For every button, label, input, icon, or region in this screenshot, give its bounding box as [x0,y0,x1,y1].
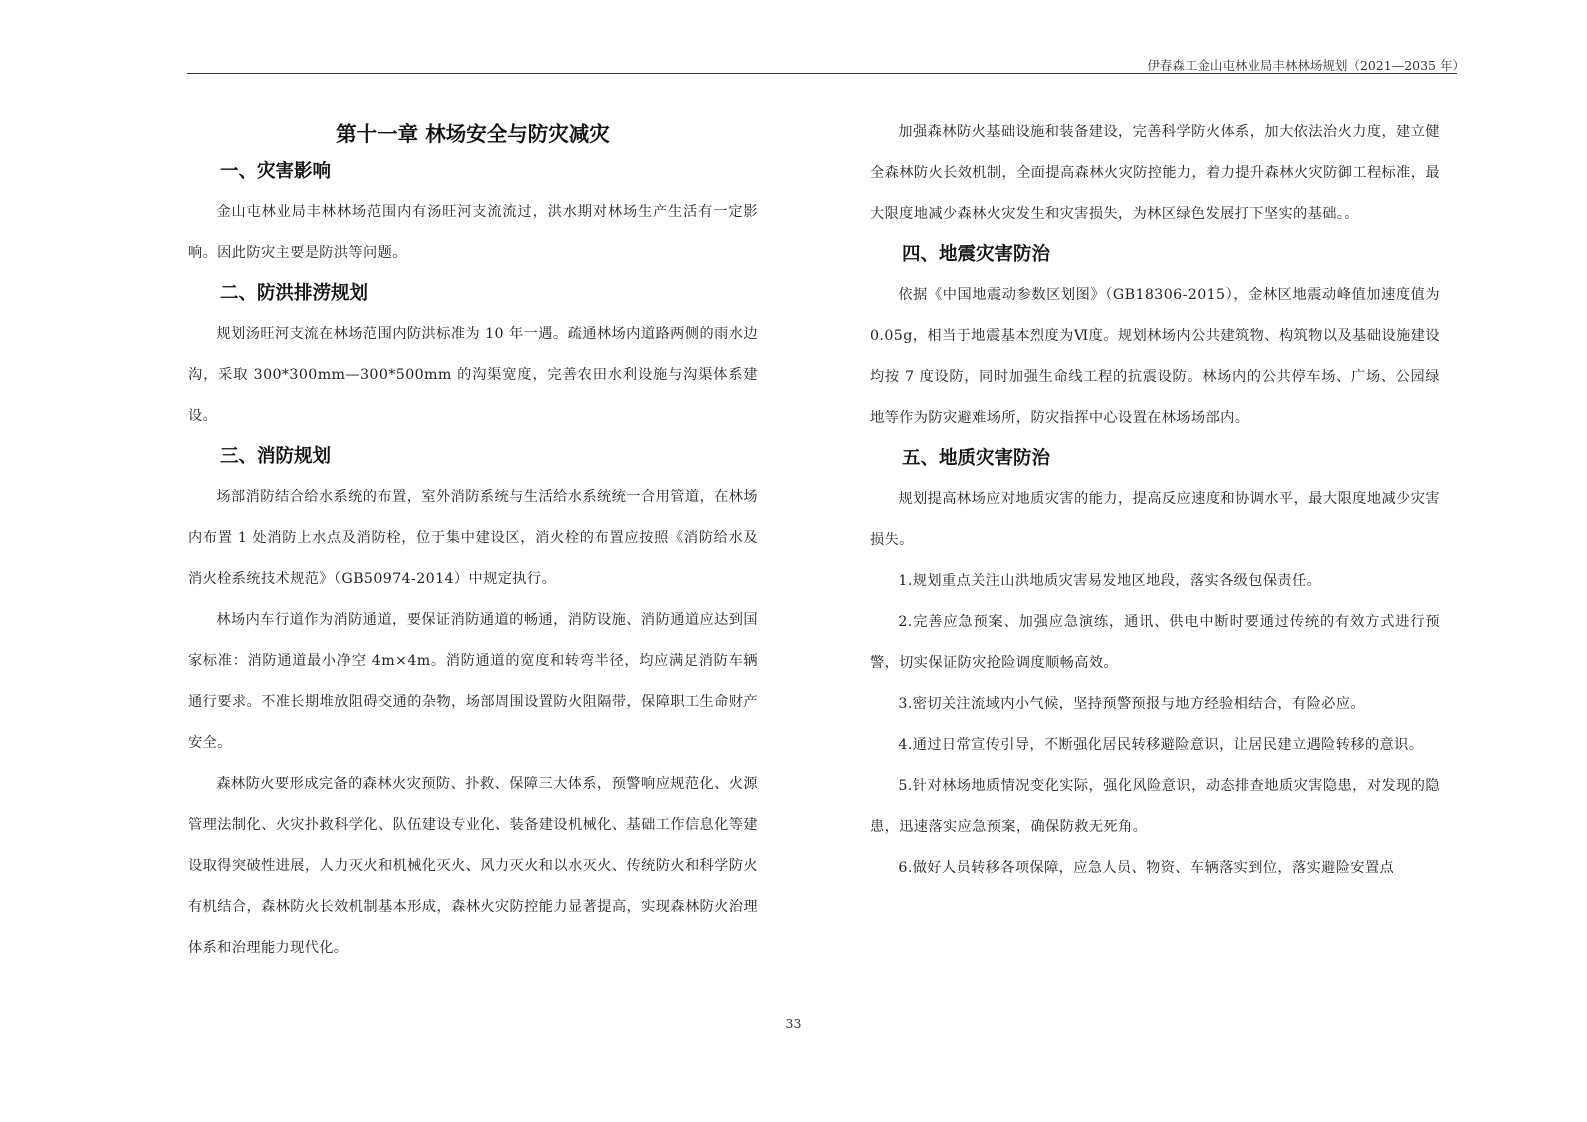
list-item: 3.密切关注流域内小气候，坚持预警预报与地方经验相结合，有险必应。 [898,696,1365,712]
paragraph: 规划提高林场应对地质灾害的能力，提高反应速度和协调水平，最大限度地减少灾害损失。 [870,491,1440,548]
paragraph: 加强森林防火基础设施和装备建设，完善科学防火体系，加大依法治火力度，建立健全森林防火长效机制，全面提高森林火灾防控能力，着力提升森林火灾防御工程标准，最大限度地减少森林火灾发生和灾害损失，为林区绿色发展打下坚实的基础。。 [870,124,1440,222]
section-heading-disaster-impact: 一、灾害影响 [220,161,332,182]
list-item: 6.做好人员转移各项保障，应急人员、物资、车辆落实到位，落实避险安置点 [898,860,1395,876]
page-number: 33 [785,1016,802,1031]
list-item: 2.完善应急预案、加强应急演练，通讯、供电中断时要通过传统的有效方式进行预警，切实保证防灾抢险调度顺畅高效。 [870,614,1440,671]
paragraph: 规划汤旺河支流在林场范围内防洪标准为 10 年一遇。疏通林场内道路两侧的雨水边沟，采取 300*300mm—300*500mm 的沟渠宽度，完善农田水利设施与沟渠体系建设。 [188,326,758,424]
running-header: 伊春森工金山屯林业局丰林林场规划（2021—2035 年） [1147,58,1465,73]
list-item: 5.针对林场地质情况变化实际，强化风险意识，动态排查地质灾害隐患，对发现的隐患，迅速落实应急预案，确保防救无死角。 [870,778,1440,835]
section-heading-earthquake: 四、地震灾害防治 [902,244,1051,265]
right-column [870,112,1440,889]
list-item: 1.规划重点关注山洪地质灾害易发地区地段，落实各级包保责任。 [898,573,1322,589]
paragraph: 森林防火要形成完备的森林火灾预防、扑救、保障三大体系，预警响应规范化、火源管理法制化、火灾扑救科学化、队伍建设专业化、装备建设机械化、基础工作信息化等建设取得突破性进展，人力灭火和机械化灭火、风力灭火和以水灭火、传统防火和科学防火有机结合，森林防火长效机制基本形成，森林火灾防控能力显著提高，实现森林防火治理体系和治理能力现代化。 [188,776,758,956]
chapter-title: 第十一章 林场安全与防灾减灾 [336,122,610,146]
section-heading-flood-control: 二、防洪排涝规划 [220,283,369,304]
left-column [188,112,758,969]
paragraph: 林场内车行道作为消防通道，要保证消防通道的畅通，消防设施、消防通道应达到国家标准：消防通道最小净空 4m×4m。消防通道的宽度和转弯半径，均应满足消防车辆通行要求。不准长期堆放阻碍交通的杂物，场部周围设置防火阻隔带，保障职工生命财产安全。 [188,612,758,751]
section-heading-geological: 五、地质灾害防治 [902,448,1051,469]
section-heading-fire-protection: 三、消防规划 [220,446,332,467]
list-item: 4.通过日常宣传引导，不断强化居民转移避险意识，让居民建立遇险转移的意识。 [898,737,1424,753]
paragraph: 依据《中国地震动参数区划图》（GB18306-2015），金林区地震动峰值加速度值为 0.05g，相当于地震基本烈度为Ⅵ度。规划林场内公共建筑物、构筑物以及基础设施建设均按 7 度设防，同时加强生命线工程的抗震设防。林场内的公共停车场、广场、公园绿地等作为防灾避难场所，防灾指挥中心设置在林场场部内。 [870,287,1440,426]
paragraph: 场部消防结合给水系统的布置，室外消防系统与生活给水系统统一合用管道，在林场内布置 1 处消防上水点及消防栓，位于集中建设区，消火栓的布置应按照《消防给水及消火栓系统技术规范》（GB50974-2014）中规定执行。 [188,489,758,587]
header-rule [187,73,1457,74]
paragraph: 金山屯林业局丰林林场范围内有汤旺河支流流过，洪水期对林场生产生活有一定影响。因此防灾主要是防洪等问题。 [188,204,758,261]
